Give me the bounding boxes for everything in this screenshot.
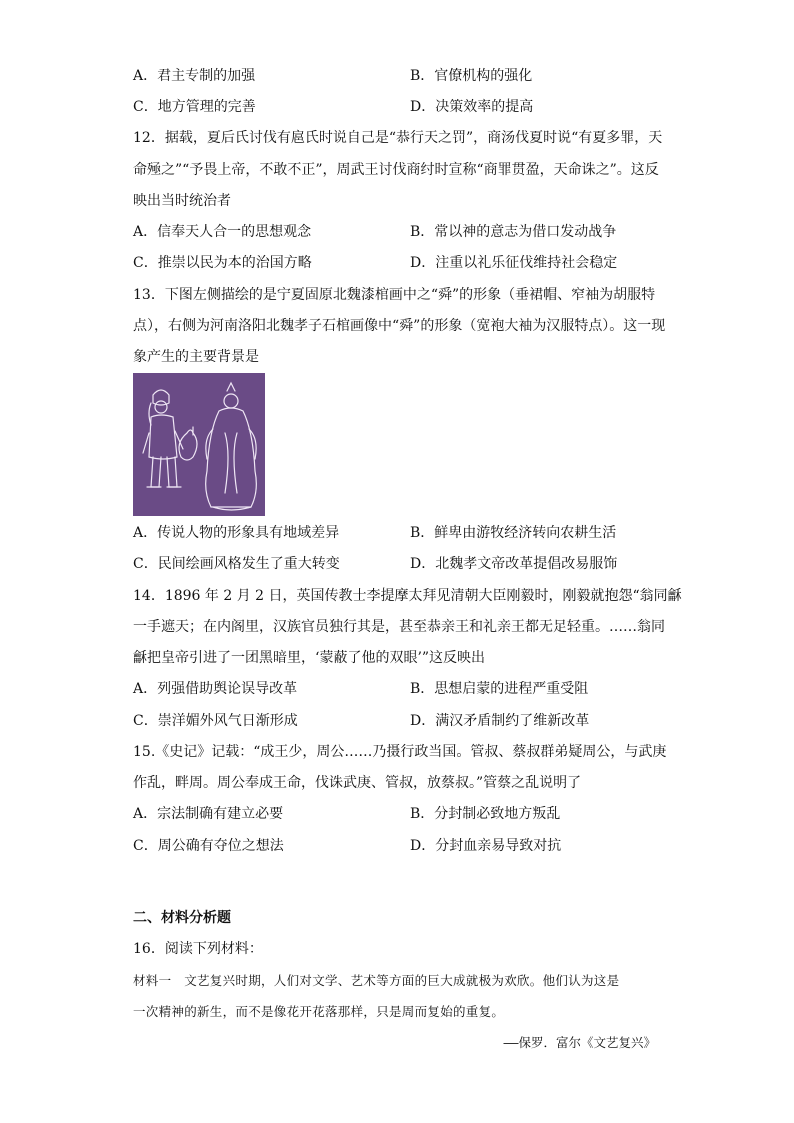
q13-stem-line-1: 13．下图左侧描绘的是宁夏固原北魏漆棺画中之“舜”的形象（垂裙帽、窄袖为胡服特 xyxy=(133,287,656,303)
q14-stem-line-3: 龢把皇帝引进了一团黑暗里，‘蒙蔽了他的双眼’”这反映出 xyxy=(133,650,486,666)
q12-stem-line-1: 12．据载，夏后氏讨伐有扈氏时说自己是“恭行天之罚”，商汤伐夏时说“有夏多罪，天 xyxy=(133,130,663,146)
q16-intro: 16．阅读下列材料： xyxy=(133,941,263,957)
q13-option-c: C．民间绘画风格发生了重大转变 xyxy=(133,556,340,572)
material-line-1: 材料一 文艺复兴时期，人们对文学、艺术等方面的巨大成就极为欢欣。他们认为这是 xyxy=(133,973,620,988)
q11-option-c: C．地方管理的完善 xyxy=(133,99,256,115)
q11-option-d: D．决策效率的提高 xyxy=(410,99,534,115)
q14-stem-line-1: 14．1896 年 2 月 2 日，英国传教士李提摩太拜见清朝大臣刚毅时，刚毅就抱怨“翁同龢 xyxy=(133,588,682,604)
q12-option-b: B．常以神的意志为借口发动战争 xyxy=(410,224,617,240)
material-line-2: 一次精神的新生，而不是像花开花落那样，只是周而复始的重复。 xyxy=(133,1004,505,1019)
q14-option-b: B．思想启蒙的进程严重受阻 xyxy=(410,681,589,697)
q14-stem-line-2: 一手遮天；在内阁里，汉族官员独行其是，甚至恭亲王和礼亲王都无足轻重。……翁同 xyxy=(133,619,665,635)
q14-option-a: A．列强借助舆论误导改革 xyxy=(133,681,298,697)
q14-option-c: C．崇洋媚外风气日渐形成 xyxy=(133,713,298,729)
q12-stem-line-2: 命殛之”“予畏上帝，不敢不正”，周武王讨伐商纣时宣称“商罪贯盈，天命诛之”。这反 xyxy=(133,162,659,178)
q11-option-b: B．官僚机构的强化 xyxy=(410,68,533,84)
q13-option-b: B．鲜卑由游牧经济转向农耕生活 xyxy=(410,525,617,541)
q15-stem-line-1: 15.《史记》记载：“成王少，周公……乃摄行政当国。管叔、蔡叔群弟疑周公，与武庚 xyxy=(133,744,667,760)
material-attribution: ——保罗．富尔《文艺复兴》 xyxy=(503,1035,656,1050)
q13-stem-line-2: 点），右侧为河南洛阳北魏孝子石棺画像中“舜”的形象（宽袍大袖为汉服特点）。这一现 xyxy=(133,318,666,334)
section-heading: 二、材料分析题 xyxy=(133,910,231,926)
q13-option-d: D．北魏孝文帝改革提倡改易服饰 xyxy=(410,556,618,572)
q11-option-a: A．君主专制的加强 xyxy=(133,68,256,84)
q13-stem-line-3: 象产生的主要背景是 xyxy=(133,349,259,365)
q13-option-a: A．传说人物的形象具有地域差异 xyxy=(133,525,340,541)
q15-stem-line-2: 作乱，畔周。周公奉成王命，伐诛武庚、管叔，放蔡叔。”管蔡之乱说明了 xyxy=(133,775,582,791)
q15-option-b: B．分封制必致地方叛乱 xyxy=(410,806,561,822)
q12-option-c: C．推崇以民为本的治国方略 xyxy=(133,255,312,271)
q15-option-c: C．周公确有夺位之想法 xyxy=(133,838,284,854)
q12-option-d: D．注重以礼乐征伐维持社会稳定 xyxy=(410,255,618,271)
q12-option-a: A．信奉天人合一的思想观念 xyxy=(133,224,312,240)
q15-option-a: A．宗法制确有建立必要 xyxy=(133,806,284,822)
q14-option-d: D．满汉矛盾制约了维新改革 xyxy=(410,713,590,729)
q12-stem-line-3: 映出当时统治者 xyxy=(133,193,231,209)
q15-option-d: D．分封血亲易导致对抗 xyxy=(410,838,562,854)
q13-figure-shun-images xyxy=(133,373,265,516)
